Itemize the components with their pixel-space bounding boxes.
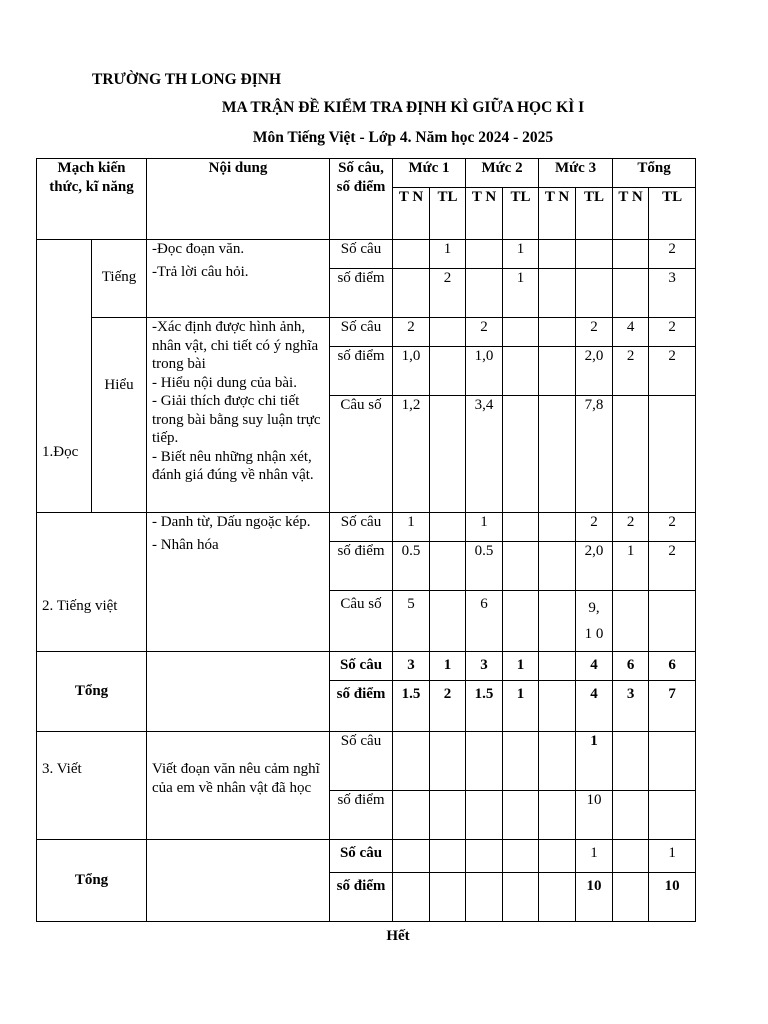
table-cell: 3 (393, 652, 430, 681)
table-row (37, 652, 696, 681)
table-cell (539, 681, 576, 732)
row-label: số điểm (330, 681, 393, 732)
table-cell: 1 (503, 652, 539, 681)
table-cell (430, 513, 466, 542)
subheader-tn: T N (393, 188, 430, 240)
table-cell (539, 791, 576, 840)
table-cell: 3,4 (466, 396, 503, 513)
table-cell: 2 (613, 513, 649, 542)
table-cell: 2 (613, 347, 649, 396)
table-cell (393, 269, 430, 318)
table-cell: 1 (430, 652, 466, 681)
table-cell: 1 (503, 681, 539, 732)
table-cell (430, 873, 466, 922)
table-cell: 1 (649, 840, 696, 873)
table-cell (503, 840, 539, 873)
total-content (147, 652, 330, 732)
school-name: TRƯỜNG TH LONG ĐỊNH (92, 71, 282, 88)
subheader-tl: TL (430, 188, 466, 240)
table-cell: 2 (393, 318, 430, 347)
tieng-content (147, 240, 330, 318)
table-cell (430, 396, 466, 513)
row-label: Câu số (330, 591, 393, 652)
table-cell: 0.5 (466, 542, 503, 591)
table-cell: 7 (649, 681, 696, 732)
table-cell: 4 (576, 652, 613, 681)
table-cell (613, 591, 649, 652)
table-row (37, 840, 696, 873)
table-cell: 7,8 (576, 396, 613, 513)
table-cell: 2 (649, 318, 696, 347)
table-cell: 2 (430, 681, 466, 732)
table-cell (466, 240, 503, 269)
tieng-content-line: -Đọc đoạn văn. (152, 241, 245, 257)
table-cell (576, 240, 613, 269)
table-cell: 10 (649, 873, 696, 922)
row-label: Số câu (330, 240, 393, 269)
table-cell (649, 591, 696, 652)
header-tong: Tổng (613, 159, 696, 188)
row-label: Số câu (330, 318, 393, 347)
table-cell: 2 (649, 347, 696, 396)
section-viet-label: 3. Viết (37, 732, 147, 840)
subheader-tl: TL (503, 188, 539, 240)
table-cell (503, 318, 539, 347)
table-cell (430, 732, 466, 791)
table-cell: 1 (576, 732, 613, 791)
tieng-content-line: -Trả lời câu hỏi. (152, 264, 249, 280)
table-cell (503, 791, 539, 840)
table-cell: 6 (649, 652, 696, 681)
table-cell (613, 269, 649, 318)
table-cell (393, 732, 430, 791)
table-cell: 4 (613, 318, 649, 347)
header-muc-3: Mức 3 (539, 159, 613, 188)
table-row (37, 513, 696, 542)
table-cell: 1,0 (466, 347, 503, 396)
table-cell (503, 347, 539, 396)
table-cell: 1 (430, 240, 466, 269)
table-cell (539, 542, 576, 591)
row-label: số điểm (330, 791, 393, 840)
table-cell (613, 732, 649, 791)
row-label: số điểm (330, 269, 393, 318)
table-cell: 6 (613, 652, 649, 681)
header-so-cau-so-diem: Số câu, số điểm (330, 159, 393, 240)
document-title: MA TRẬN ĐỀ KIỂM TRA ĐỊNH KÌ GIỮA HỌC KÌ I (221, 99, 585, 116)
table-cell (539, 269, 576, 318)
table-cell: 1 (613, 542, 649, 591)
row-label: Câu số (330, 396, 393, 513)
table-cell (539, 840, 576, 873)
header-mach-kien-thuc: Mạch kiến thức, kĩ năng (37, 159, 147, 240)
table-cell: 10 (576, 873, 613, 922)
table-cell (503, 513, 539, 542)
table-cell (503, 542, 539, 591)
table-cell (539, 652, 576, 681)
row-label: số điểm (330, 347, 393, 396)
table-cell (613, 396, 649, 513)
table-cell (613, 240, 649, 269)
table-cell (466, 732, 503, 791)
table-cell (430, 318, 466, 347)
table-cell (503, 591, 539, 652)
tieng-viet-content (147, 513, 330, 652)
table-cell (503, 873, 539, 922)
table-cell (539, 318, 576, 347)
section-doc-label: 1.Đọc (37, 240, 92, 513)
matrix-table (36, 158, 696, 922)
table-cell (539, 347, 576, 396)
table-cell (613, 873, 649, 922)
table-cell (503, 732, 539, 791)
table-cell (613, 840, 649, 873)
table-cell (430, 591, 466, 652)
table-cell (393, 791, 430, 840)
table-cell: 2 (649, 513, 696, 542)
viet-content: Viết đoạn văn nêu cảm nghĩ của em về nhân vật đã học (147, 732, 330, 840)
table-cell (393, 240, 430, 269)
table-cell (466, 873, 503, 922)
table-cell: 1 (576, 840, 613, 873)
table-cell (649, 396, 696, 513)
table-cell (430, 347, 466, 396)
table-cell (576, 269, 613, 318)
row-label: số điểm (330, 542, 393, 591)
table-cell (539, 873, 576, 922)
table-cell: 1 (503, 240, 539, 269)
total-label: Tổng (37, 840, 147, 922)
row-label: Số câu (330, 732, 393, 791)
table-cell: 2,0 (576, 542, 613, 591)
table-cell: 1.5 (466, 681, 503, 732)
table-cell (539, 513, 576, 542)
table-cell: 1 (466, 513, 503, 542)
tieng-viet-content-line: - Danh từ, Dấu ngoặc kép. (152, 514, 311, 530)
table-cell: 1,2 (393, 396, 430, 513)
row-label: Số câu (330, 513, 393, 542)
table-cell (539, 396, 576, 513)
table-cell (393, 873, 430, 922)
table-row (37, 318, 696, 347)
table-cell (466, 791, 503, 840)
table-cell (539, 732, 576, 791)
table-cell: 2,0 (576, 347, 613, 396)
table-cell: 10 (576, 791, 613, 840)
table-cell (430, 542, 466, 591)
table-cell (466, 269, 503, 318)
table-cell (649, 732, 696, 791)
table-cell: 1.5 (393, 681, 430, 732)
table-cell: 2 (576, 513, 613, 542)
table-cell (430, 840, 466, 873)
table-cell: 6 (466, 591, 503, 652)
tieng-viet-content-line: - Nhân hóa (152, 537, 219, 553)
table-cell: 5 (393, 591, 430, 652)
table-cell (430, 791, 466, 840)
row-label: Số câu (330, 840, 393, 873)
table-cell (539, 591, 576, 652)
header-muc-1: Mức 1 (393, 159, 466, 188)
subheader-tl: TL (576, 188, 613, 240)
table-cell: 3 (649, 269, 696, 318)
total-content (147, 840, 330, 922)
table-cell: 2 (649, 240, 696, 269)
table-cell: 1,0 (393, 347, 430, 396)
table-cell: 9, 1 0 (576, 591, 613, 652)
document-subtitle: Môn Tiếng Việt - Lớp 4. Năm học 2024 - 2025 (252, 129, 554, 146)
table-cell (393, 840, 430, 873)
subheader-tn: T N (613, 188, 649, 240)
subheader-tn: T N (539, 188, 576, 240)
table-row (37, 732, 696, 791)
section-tieng-viet-label: 2. Tiếng việt (37, 513, 147, 652)
table-cell (649, 791, 696, 840)
table-cell: 1 (393, 513, 430, 542)
subheader-tl: TL (649, 188, 696, 240)
table-cell (539, 240, 576, 269)
row-label: Số câu (330, 652, 393, 681)
table-cell: 3 (466, 652, 503, 681)
table-row (37, 240, 696, 269)
header-muc-2: Mức 2 (466, 159, 539, 188)
subsection-hieu-label: Hiểu (92, 318, 147, 513)
row-label: số điểm (330, 873, 393, 922)
table-cell: 2 (576, 318, 613, 347)
subsection-tieng-label: Tiếng (92, 240, 147, 318)
table-cell: 3 (613, 681, 649, 732)
subheader-tn: T N (466, 188, 503, 240)
total-label: Tổng (37, 652, 147, 732)
header-noi-dung: Nội dung (147, 159, 330, 240)
table-cell: 2 (430, 269, 466, 318)
table-cell: 2 (466, 318, 503, 347)
end-marker: Hết (386, 928, 410, 944)
table-cell: 4 (576, 681, 613, 732)
table-cell: 2 (649, 542, 696, 591)
table-cell (503, 396, 539, 513)
table-cell (613, 791, 649, 840)
table-cell: 0.5 (393, 542, 430, 591)
header-row (37, 159, 696, 188)
table-cell: 1 (503, 269, 539, 318)
table-cell (466, 840, 503, 873)
hieu-content: -Xác định được hình ảnh, nhân vật, chi tiết có ý nghĩa trong bài - Hiểu nội dung của bài. - Giải thích được chi tiết trong bài bằng suy luận trực tiếp. - Biết nêu những nhận xét, đánh giá đúng về nhân vật. (147, 318, 330, 513)
